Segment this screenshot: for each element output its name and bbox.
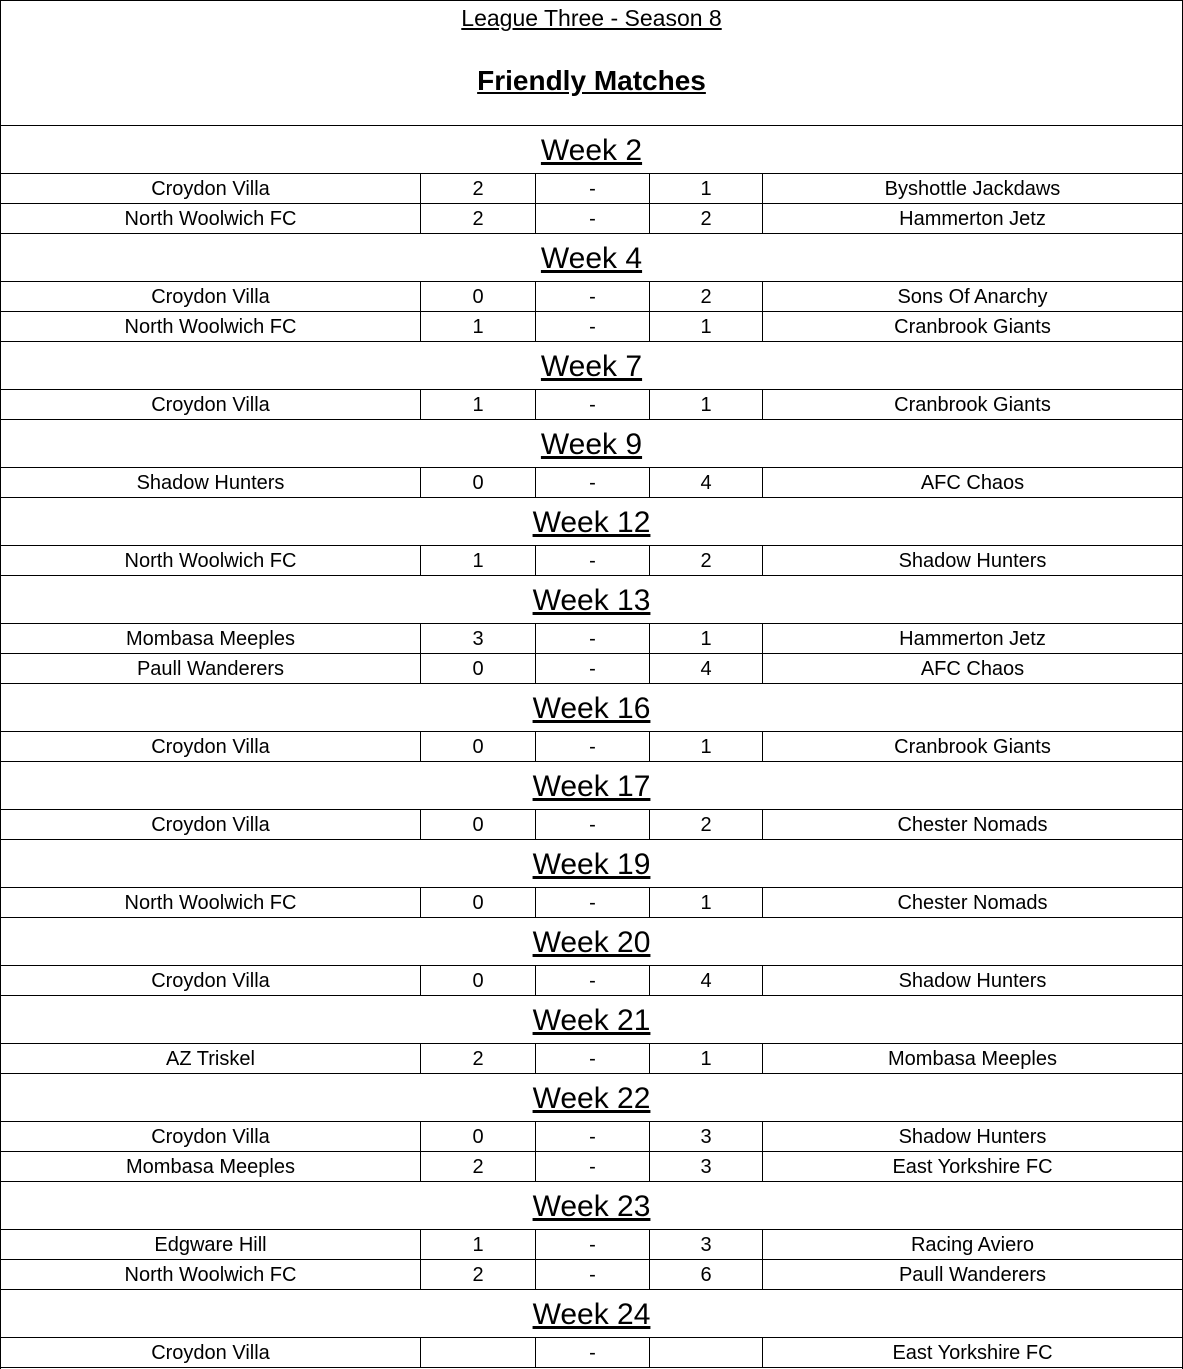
away-team: East Yorkshire FC (892, 1156, 1053, 1178)
away-team: Cranbrook Giants (894, 316, 1051, 338)
match-row (1, 1260, 1182, 1290)
home-team: North Woolwich FC (124, 550, 297, 572)
home-team: Croydon Villa (151, 286, 270, 308)
league-title: League Three - Season 8 (461, 5, 722, 31)
away-score: 2 (649, 204, 763, 233)
score-separator: - (535, 1260, 649, 1289)
away-team: Shadow Hunters (898, 1126, 1047, 1148)
away-score: 6 (649, 1260, 763, 1289)
week-heading: Week 19 (1, 840, 1182, 888)
home-team: Croydon Villa (151, 394, 270, 416)
score-separator: - (535, 390, 649, 419)
sheet-header (1, 0, 1182, 126)
score-separator: - (535, 282, 649, 311)
home-team: AZ Triskel (166, 1048, 255, 1070)
away-score: 3 (649, 1152, 763, 1181)
away-team: Paull Wanderers (898, 1264, 1047, 1286)
score-separator: - (535, 732, 649, 761)
away-team: Shadow Hunters (898, 550, 1047, 572)
home-team: Croydon Villa (151, 178, 270, 200)
home-team: Paull Wanderers (136, 658, 285, 680)
week-heading: Week 13 (1, 576, 1182, 624)
away-score: 1 (649, 312, 763, 341)
away-score: 2 (649, 546, 763, 575)
home-score: 1 (420, 390, 535, 419)
away-score (649, 1338, 763, 1367)
score-separator: - (535, 888, 649, 917)
home-team: Shadow Hunters (136, 472, 285, 494)
away-team: Cranbrook Giants (894, 394, 1051, 416)
match-row (1, 1152, 1182, 1182)
score-separator: - (535, 468, 649, 497)
home-team: Croydon Villa (151, 736, 270, 758)
score-separator: - (535, 810, 649, 839)
week-heading: Week 12 (1, 498, 1182, 546)
week-heading: Week 21 (1, 996, 1182, 1044)
home-team: North Woolwich FC (124, 208, 297, 230)
home-score: 0 (420, 468, 535, 497)
away-team: AFC Chaos (920, 472, 1025, 494)
match-row (1, 204, 1182, 234)
week-heading: Week 22 (1, 1074, 1182, 1122)
score-separator: - (535, 1122, 649, 1151)
away-score: 1 (649, 624, 763, 653)
home-team: Croydon Villa (151, 814, 270, 836)
away-team: Shadow Hunters (898, 970, 1047, 992)
match-row (1, 1044, 1182, 1074)
match-row (1, 624, 1182, 654)
away-score: 4 (649, 966, 763, 995)
home-score: 0 (420, 732, 535, 761)
away-score: 4 (649, 654, 763, 683)
score-separator: - (535, 546, 649, 575)
away-score: 3 (649, 1230, 763, 1259)
score-separator: - (535, 174, 649, 203)
home-score: 0 (420, 1122, 535, 1151)
match-row (1, 174, 1182, 204)
match-row (1, 966, 1182, 996)
away-team: Hammerton Jetz (899, 628, 1046, 650)
away-team: East Yorkshire FC (892, 1342, 1053, 1364)
away-team: Hammerton Jetz (899, 208, 1046, 230)
away-score: 4 (649, 468, 763, 497)
away-team: Chester Nomads (897, 892, 1048, 914)
week-heading: Week 17 (1, 762, 1182, 810)
week-heading: Week 16 (1, 684, 1182, 732)
home-team: North Woolwich FC (124, 316, 297, 338)
home-team: Mombasa Meeples (126, 628, 295, 650)
away-team: AFC Chaos (920, 658, 1025, 680)
week-heading: Week 7 (1, 342, 1182, 390)
match-row (1, 312, 1182, 342)
home-score: 2 (420, 204, 535, 233)
match-row (1, 654, 1182, 684)
match-row (1, 732, 1182, 762)
week-heading: Week 20 (1, 918, 1182, 966)
match-row (1, 546, 1182, 576)
home-team: Croydon Villa (151, 970, 270, 992)
home-score: 0 (420, 810, 535, 839)
away-team: Cranbrook Giants (894, 736, 1051, 758)
match-row (1, 1122, 1182, 1152)
match-row (1, 282, 1182, 312)
score-separator: - (535, 1152, 649, 1181)
away-score: 2 (649, 282, 763, 311)
week-heading: Week 23 (1, 1182, 1182, 1230)
home-score: 1 (420, 1230, 535, 1259)
home-team: Croydon Villa (151, 1342, 270, 1364)
week-heading: Week 2 (1, 126, 1182, 174)
week-heading: Week 9 (1, 420, 1182, 468)
match-row (1, 468, 1182, 498)
home-score: 0 (420, 966, 535, 995)
week-heading: Week 24 (1, 1290, 1182, 1338)
away-score: 1 (649, 174, 763, 203)
home-score: 0 (420, 654, 535, 683)
score-separator: - (535, 312, 649, 341)
score-separator: - (535, 1338, 649, 1367)
match-row (1, 1230, 1182, 1260)
away-team: Mombasa Meeples (888, 1048, 1057, 1070)
home-score (420, 1338, 535, 1367)
score-separator: - (535, 966, 649, 995)
home-score: 1 (420, 312, 535, 341)
away-team: Racing Aviero (910, 1234, 1035, 1256)
away-score: 1 (649, 390, 763, 419)
home-score: 2 (420, 1152, 535, 1181)
score-separator: - (535, 204, 649, 233)
score-separator: - (535, 1230, 649, 1259)
away-score: 3 (649, 1122, 763, 1151)
home-score: 0 (420, 888, 535, 917)
away-score: 1 (649, 888, 763, 917)
away-team: Chester Nomads (897, 814, 1048, 836)
score-separator: - (535, 624, 649, 653)
away-score: 2 (649, 810, 763, 839)
match-row (1, 810, 1182, 840)
home-score: 2 (420, 174, 535, 203)
home-team: Mombasa Meeples (126, 1156, 295, 1178)
home-team: North Woolwich FC (124, 1264, 297, 1286)
home-score: 2 (420, 1260, 535, 1289)
away-team: Sons Of Anarchy (897, 286, 1048, 308)
away-score: 1 (649, 1044, 763, 1073)
home-score: 2 (420, 1044, 535, 1073)
home-team: North Woolwich FC (124, 892, 297, 914)
home-score: 3 (420, 624, 535, 653)
match-row (1, 1338, 1182, 1368)
score-separator: - (535, 654, 649, 683)
match-row (1, 390, 1182, 420)
week-heading: Week 4 (1, 234, 1182, 282)
score-separator: - (535, 1044, 649, 1073)
page-title: Friendly Matches (477, 65, 706, 96)
away-team: Byshottle Jackdaws (884, 178, 1061, 200)
away-score: 1 (649, 732, 763, 761)
home-team: Edgware Hill (154, 1234, 267, 1256)
match-row (1, 888, 1182, 918)
home-score: 1 (420, 546, 535, 575)
home-score: 0 (420, 282, 535, 311)
home-team: Croydon Villa (151, 1126, 270, 1148)
